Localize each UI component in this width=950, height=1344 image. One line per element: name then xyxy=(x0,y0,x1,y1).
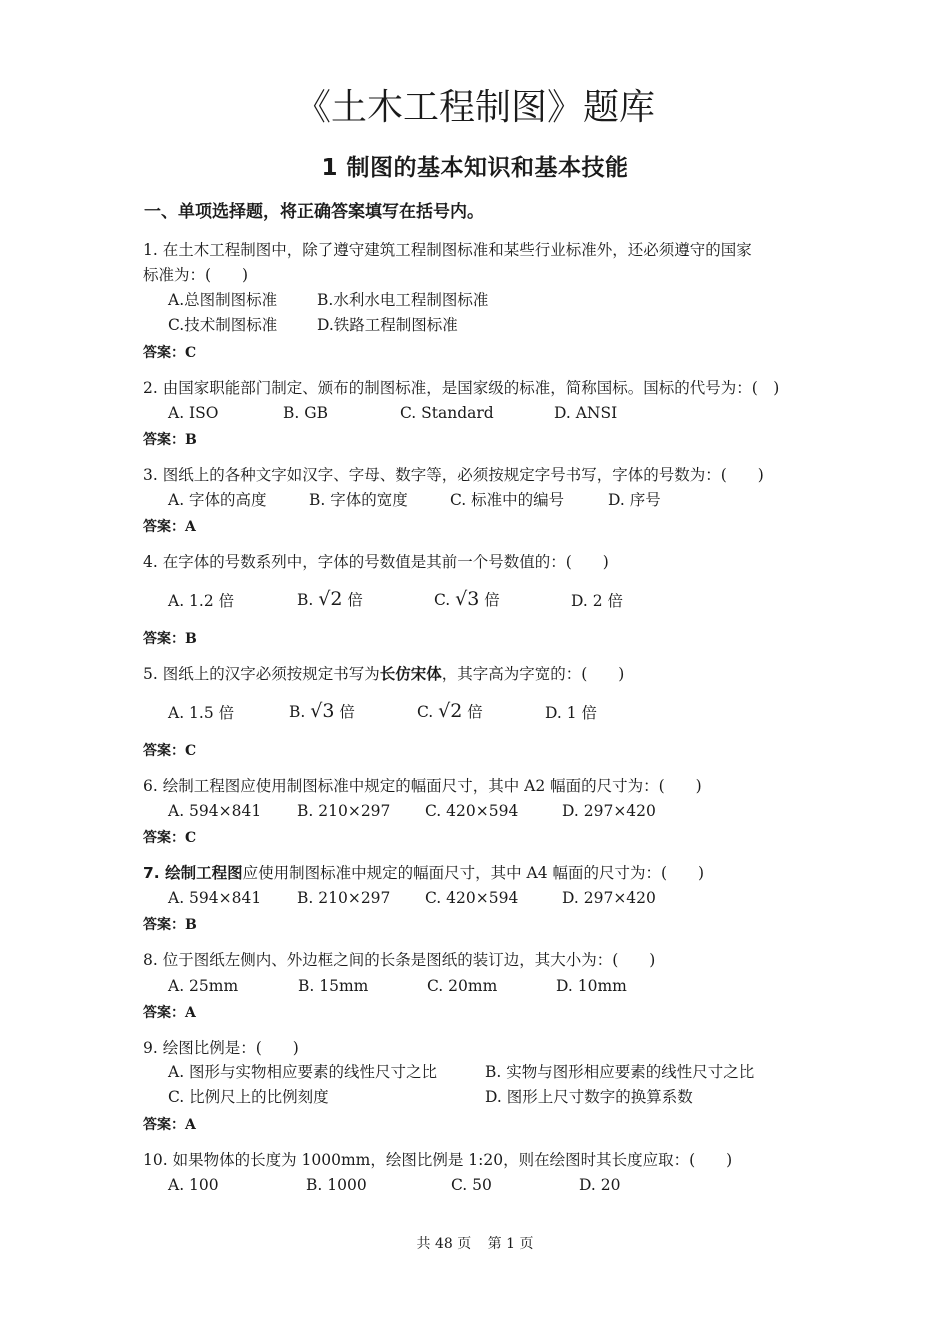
q1-answer: 答案：C xyxy=(143,345,197,361)
q8-option-d: D. 10mm xyxy=(556,977,627,995)
q9-answer: 答案：A xyxy=(143,1117,196,1133)
q5-option-d: D. 1 倍 xyxy=(545,704,598,722)
q3-option-a: A. 字体的高度 xyxy=(168,491,267,509)
q1-option-d: D.铁路工程制图标准 xyxy=(317,316,458,334)
q9-option-d: D. 图形上尺寸数字的换算系数 xyxy=(485,1088,693,1106)
question-7-text: 7. 绘制工程图应使用制图标准中规定的幅面尺寸，其中 A4 幅面的尺寸为：( ) xyxy=(143,864,705,882)
sqrt-2-symbol: √2 xyxy=(318,588,343,610)
q8-answer: 答案：A xyxy=(143,1005,196,1021)
sqrt-3-symbol: √3 xyxy=(455,588,480,610)
q6-answer: 答案：C xyxy=(143,830,197,846)
q7-answer: 答案：B xyxy=(143,917,197,933)
q8-option-a: A. 25mm xyxy=(168,977,239,995)
total-pages: 共 48 页 xyxy=(416,1236,472,1252)
q4-answer: 答案：B xyxy=(143,631,197,647)
q1-option-a: A.总图制图标准 xyxy=(168,291,278,309)
question-5-text: 5. 图纸上的汉字必须按规定书写为长仿宋体，其字高为字宽的：( ) xyxy=(143,665,625,683)
q2-option-c: C. Standard xyxy=(400,404,494,422)
q10-option-c: C. 50 xyxy=(451,1176,492,1194)
question-8-text: 8. 位于图纸左侧内、外边框之间的长条是图纸的装订边，其大小为：( ) xyxy=(143,951,656,969)
q10-option-b: B. 1000 xyxy=(306,1176,367,1194)
q2-option-b: B. GB xyxy=(283,404,329,422)
q4-option-a: A. 1.2 倍 xyxy=(168,592,235,610)
q8-option-b: B. 15mm xyxy=(298,977,369,995)
q9-option-c: C. 比例尺上的比例刻度 xyxy=(168,1088,329,1106)
q5-option-c: C. √2 倍 xyxy=(417,700,483,722)
question-1-text: 1. 在土木工程制图中，除了遵守建筑工程制图标准和某些行业标准外，还必须遵守的国家 xyxy=(143,241,752,259)
q3-option-d: D. 序号 xyxy=(608,491,661,509)
q4-option-b: B. √2 倍 xyxy=(297,588,363,610)
section-heading: 一、单项选择题，将正确答案填写在括号内。 xyxy=(144,202,484,222)
q2-option-a: A. ISO xyxy=(168,404,219,422)
q3-answer: 答案：A xyxy=(143,519,196,535)
q3-option-c: C. 标准中的编号 xyxy=(450,491,565,509)
q2-answer: 答案：B xyxy=(143,432,197,448)
q9-option-b: B. 实物与图形相应要素的线性尺寸之比 xyxy=(485,1063,755,1081)
question-6-text: 6. 绘制工程图应使用制图标准中规定的幅面尺寸，其中 A2 幅面的尺寸为：( ) xyxy=(143,777,702,795)
q6-option-a: A. 594×841 xyxy=(168,802,262,820)
question-9-text: 9. 绘图比例是：( ) xyxy=(143,1039,299,1057)
q10-option-d: D. 20 xyxy=(579,1176,621,1194)
q4-option-c: C. √3 倍 xyxy=(434,588,500,610)
page-footer xyxy=(0,1234,950,1254)
q4-option-d: D. 2 倍 xyxy=(571,592,624,610)
sqrt-3-symbol: √3 xyxy=(310,700,335,722)
q6-option-c: C. 420×594 xyxy=(425,802,519,820)
sqrt-2-symbol: √2 xyxy=(438,700,463,722)
q9-option-a: A. 图形与实物相应要素的线性尺寸之比 xyxy=(168,1063,438,1081)
q5-option-a: A. 1.5 倍 xyxy=(168,704,235,722)
q2-option-d: D. ANSI xyxy=(554,404,618,422)
question-10-text: 10. 如果物体的长度为 1000mm，绘图比例是 1:20，则在绘图时其长度应取：( ) xyxy=(143,1151,733,1169)
q6-option-d: D. 297×420 xyxy=(562,802,656,820)
q3-option-b: B. 字体的宽度 xyxy=(309,491,408,509)
chapter-heading: 1 制图的基本知识和基本技能 xyxy=(321,155,629,181)
q5-option-b: B. √3 倍 xyxy=(289,700,355,722)
question-2-text: 2. 由国家职能部门制定、颁布的制图标准，是国家级的标准，简称国标。国标的代号为：( ) xyxy=(143,379,780,397)
q6-option-b: B. 210×297 xyxy=(297,802,391,820)
current-page: 第 1 页 xyxy=(487,1236,534,1252)
q1-option-c: C.技术制图标准 xyxy=(168,316,278,334)
q7-option-b: B. 210×297 xyxy=(297,889,391,907)
question-1-text-cont: 标准为：( ) xyxy=(143,266,249,284)
q1-option-b: B.水利水电工程制图标准 xyxy=(317,291,489,309)
q7-option-c: C. 420×594 xyxy=(425,889,519,907)
document-title: 《土木工程制图》题库 xyxy=(294,87,655,128)
q7-option-a: A. 594×841 xyxy=(168,889,262,907)
q10-option-a: A. 100 xyxy=(168,1176,219,1194)
question-4-text: 4. 在字体的号数系列中，字体的号数值是其前一个号数值的：( ) xyxy=(143,553,609,571)
q7-option-d: D. 297×420 xyxy=(562,889,656,907)
q5-answer: 答案：C xyxy=(143,743,197,759)
q8-option-c: C. 20mm xyxy=(427,977,498,995)
question-3-text: 3. 图纸上的各种文字如汉字、字母、数字等，必须按规定字号书写，字体的号数为：( ) xyxy=(143,466,764,484)
